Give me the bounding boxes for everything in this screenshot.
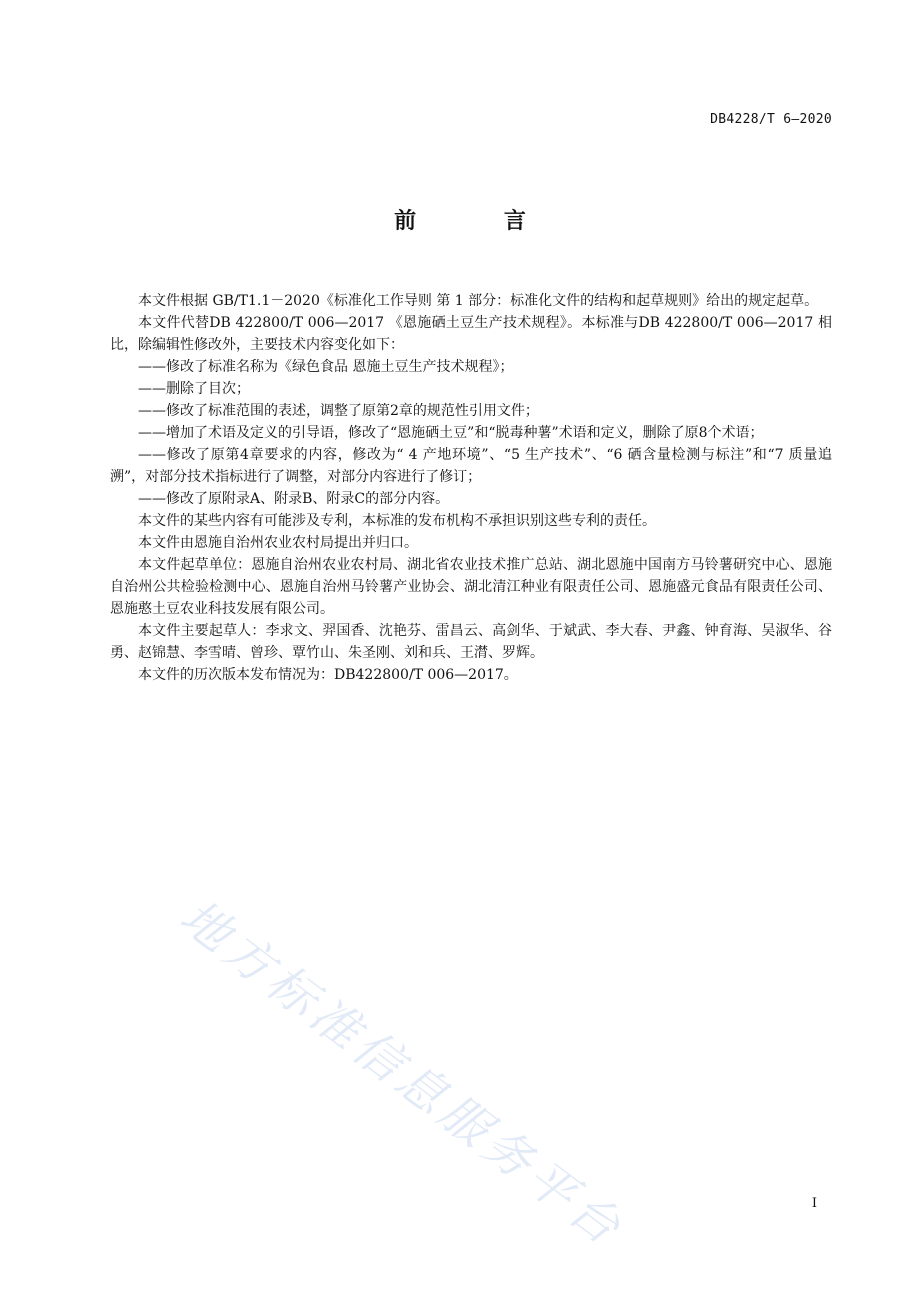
watermark: 地方标准信息服务平台 xyxy=(169,888,635,1259)
paragraph-drafters: 本文件主要起草人：李求文、羿国香、沈艳芬、雷昌云、高剑华、于斌武、李大春、尹鑫、钟育海、吴淑华、谷勇、赵锦慧、李雪晴、曾珍、覃竹山、朱圣刚、刘和兵、王潸、罗辉。 xyxy=(110,623,832,661)
document-code: DB4228/T 6—2020 xyxy=(710,112,832,127)
foreword-body xyxy=(110,290,832,686)
paragraph-replaces: 本文件代替DB 422800/T 006—2017 《恩施硒土豆生产技术规程》。本标准与DB 422800/T 006—2017 相比，除编辑性修改外，主要技术内容变化如下： xyxy=(110,315,832,353)
change-item-scope: ——修改了标准范围的表述，调整了原第2章的规范性引用文件； xyxy=(138,403,539,419)
paragraph-drafting-units: 本文件起草单位：恩施自治州农业农村局、湖北省农业技术推广总站、湖北恩施中国南方马铃薯研究中心、恩施自治州公共检验检测中心、恩施自治州马铃薯产业协会、湖北清江种业有限责任公司、恩施盛元食品有限责任公司、恩施憨土豆农业科技发展有限公司。 xyxy=(110,557,832,617)
change-item-toc: ——删除了目次； xyxy=(138,381,250,397)
paragraph-patent: 本文件的某些内容有可能涉及专利，本标准的发布机构不承担识别这些专利的责任。 xyxy=(138,513,656,529)
paragraph-proposer: 本文件由恩施自治州农业农村局提出并归口。 xyxy=(138,535,418,551)
change-item-annex: ——修改了原附录A、附录B、附录C的部分内容。 xyxy=(138,491,450,507)
change-item-terms: ——增加了术语及定义的引导语，修改了“恩施硒土豆”和“脱毒种薯”术语和定义，删除了原8个术语； xyxy=(138,425,764,441)
change-item-name: ——修改了标准名称为《绿色食品 恩施土豆生产技术规程》； xyxy=(138,359,514,375)
paragraph-history: 本文件的历次版本发布情况为：DB422800/T 006—2017。 xyxy=(138,667,518,683)
change-item-chapter4: ——修改了原第4章要求的内容，修改为“ 4 产地环境”、“5 生产技术”、“6 硒含量检测与标注”和“7 质量追溯”，对部分技术指标进行了调整，对部分内容进行了修订； xyxy=(110,447,832,485)
paragraph-drafting-rules: 本文件根据 GB/T1.1－2020《标准化工作导则 第 1 部分：标准化文件的结构和起草规则》给出的规定起草。 xyxy=(138,293,819,309)
page-title: 前 言 xyxy=(394,209,566,234)
page-number: I xyxy=(811,1196,817,1211)
